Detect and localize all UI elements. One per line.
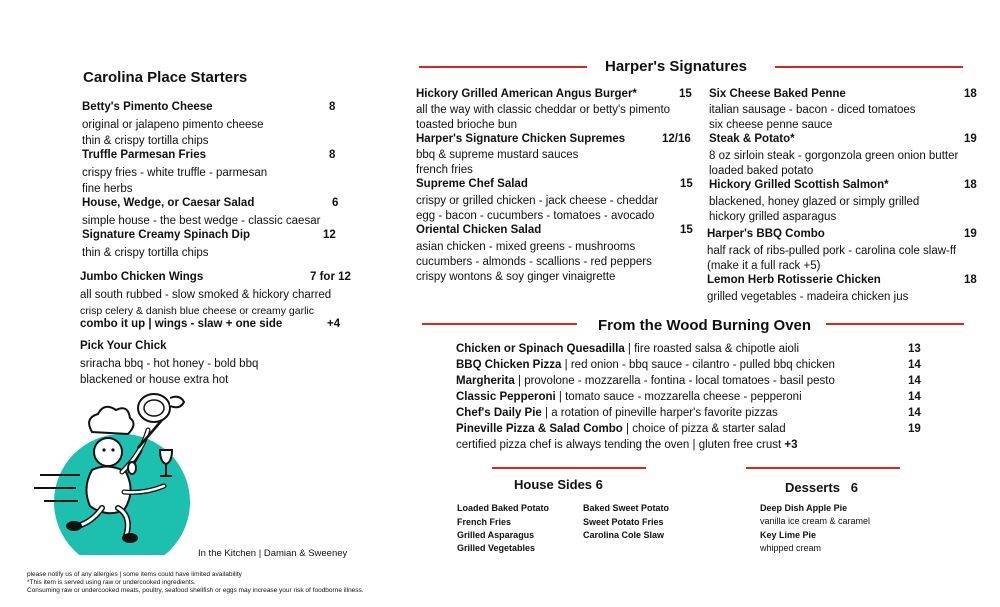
item-desc: crisp celery & danish blue cheese or creamy garlic <box>80 305 315 317</box>
oven-item <box>456 423 786 435</box>
item-desc: cucumbers - almonds - scallions - red peppers <box>416 256 652 268</box>
dessert-name: Deep Dish Apple Pie <box>760 503 848 513</box>
divider-rule <box>826 323 964 325</box>
item-price: 19 <box>964 228 977 240</box>
item-desc: french fries <box>416 164 473 176</box>
item-name: Truffle Parmesan Fries <box>82 149 206 161</box>
item-name: Margherita <box>456 375 515 387</box>
item-desc: six cheese penne sauce <box>709 119 833 131</box>
item-name: Hickory Grilled American Angus Burger* <box>416 88 637 100</box>
item-desc: thin & crispy tortilla chips <box>82 135 209 147</box>
oven-title: From the Wood Burning Oven <box>598 317 812 334</box>
item-price: 12 <box>323 229 336 241</box>
item-price: 8 <box>329 149 336 161</box>
item-price: 6 <box>332 197 339 209</box>
divider-rule <box>422 323 577 325</box>
item-desc: (make it a full rack +5) <box>707 260 821 272</box>
item-desc: 8 oz sirloin steak - gorgonzola green onion butter <box>709 150 959 162</box>
sides-title: House Sides 6 <box>514 477 603 492</box>
separator: | <box>624 343 635 355</box>
item-name: Six Cheese Baked Penne <box>709 88 846 100</box>
item-price: 14 <box>908 391 921 403</box>
oven-note <box>456 439 798 451</box>
item-desc: provolone - mozzarella - fontina - local tomatoes - basil pesto <box>524 375 835 387</box>
side-item: Carolina Cole Slaw <box>583 530 665 540</box>
item-name: Steak & Potato* <box>709 133 795 145</box>
side-item: Grilled Asparagus <box>457 530 535 540</box>
item-name: Chicken or Spinach Quesadilla <box>456 343 625 355</box>
oven-item <box>456 343 799 355</box>
item-name: Hickory Grilled Scottish Salmon* <box>709 179 889 191</box>
separator: | <box>561 359 571 371</box>
note-price: +3 <box>784 439 798 451</box>
item-desc: hickory grilled asparagus <box>709 211 837 223</box>
oven-item <box>456 391 802 403</box>
starters-title: Carolina Place Starters <box>83 69 248 86</box>
item-price: 19 <box>964 133 977 145</box>
item-desc: choice of pizza & starter salad <box>632 423 786 435</box>
dessert-desc: whipped cream <box>760 543 822 553</box>
combo-price: +4 <box>327 318 341 330</box>
oven-item <box>456 407 778 419</box>
item-price: 8 <box>329 101 336 113</box>
divider-rule <box>775 66 963 68</box>
signatures-title: Harper's Signatures <box>605 58 747 75</box>
item-desc: loaded baked potato <box>709 165 814 177</box>
item-desc: tomato sauce - mozzarella cheese - pepperoni <box>565 391 802 403</box>
item-desc: bbq & supreme mustard sauces <box>416 149 579 161</box>
item-price: 15 <box>679 88 692 100</box>
item-name: Classic Pepperoni <box>456 391 556 403</box>
item-price: 14 <box>908 359 921 371</box>
item-desc: sriracha bbq - hot honey - bold bbq <box>80 358 259 370</box>
combo-line: combo it up | wings - slaw + one side <box>80 318 283 330</box>
divider-rule <box>492 467 646 469</box>
item-name: Harper's BBQ Combo <box>707 228 825 240</box>
footnote: *This item is served using raw or undercooked ingredients. <box>27 579 196 586</box>
dessert-name: Key Lime Pie <box>760 530 817 540</box>
item-name: House, Wedge, or Caesar Salad <box>82 197 255 209</box>
separator: | <box>622 423 633 435</box>
item-name: Supreme Chef Salad <box>416 178 528 190</box>
item-price: 13 <box>908 343 921 355</box>
item-price: 14 <box>908 375 921 387</box>
item-desc: red onion - bbq sauce - cilantro - pulled bbq chicken <box>570 359 835 371</box>
kitchen-credit: In the Kitchen | Damian & Sweeney <box>198 548 348 559</box>
item-name: Harper's Signature Chicken Supremes <box>416 133 626 145</box>
divider-rule <box>419 66 587 68</box>
side-item: Baked Sweet Potato <box>583 503 670 513</box>
footnote: Consuming raw or undercooked meats, poultry, seafood shellfish or eggs may increase your risk of foodborne illness. <box>27 587 364 594</box>
item-name: Chef's Daily Pie <box>456 407 542 419</box>
item-desc: blackened, honey glazed or simply grilled <box>709 196 920 208</box>
item-price: 19 <box>908 423 921 435</box>
side-item: Loaded Baked Potato <box>457 503 550 513</box>
item-name: BBQ Chicken Pizza <box>456 359 562 371</box>
item-name: Lemon Herb Rotisserie Chicken <box>707 274 881 286</box>
oven-item <box>456 359 835 371</box>
dessert-desc: vanilla ice cream & caramel <box>760 516 871 526</box>
item-desc: thin & crispy tortilla chips <box>82 247 209 259</box>
item-price: 12/16 <box>662 133 691 145</box>
item-desc: toasted brioche bun <box>416 119 518 131</box>
item-desc: all the way with classic cheddar or betty's pimento <box>416 104 671 116</box>
separator: | <box>541 407 552 419</box>
chef-illustration-icon <box>30 380 200 555</box>
item-desc: simple house - the best wedge - classic caesar <box>82 215 321 227</box>
item-price: 7 for 12 <box>310 271 351 283</box>
separator: | <box>514 375 525 387</box>
note-text: certified pizza chef is always tending the oven | gluten free crust <box>456 439 782 451</box>
item-price: 18 <box>964 179 977 191</box>
item-desc: crispy fries - white truffle - parmesan <box>82 167 268 179</box>
item-price: 18 <box>964 88 977 100</box>
item-name: Pineville Pizza & Salad Combo <box>456 423 623 435</box>
separator: | <box>555 391 566 403</box>
item-name: Jumbo Chicken Wings <box>80 271 204 283</box>
item-desc: crispy wontons & soy ginger vinaigrette <box>416 271 616 283</box>
item-price: 14 <box>908 407 921 419</box>
side-item: Grilled Vegetables <box>457 543 536 553</box>
oven-item <box>456 375 835 387</box>
item-price: 18 <box>964 274 977 286</box>
item-price: 15 <box>680 178 693 190</box>
desserts-title: Desserts 6 <box>785 480 858 495</box>
item-desc: fire roasted salsa & chipotle aioli <box>634 343 800 355</box>
item-name: Pick Your Chick <box>80 340 167 352</box>
item-desc: fine herbs <box>82 183 133 195</box>
item-desc: original or jalapeno pimento cheese <box>82 119 264 131</box>
item-desc: egg - bacon - cucumbers - tomatoes - avocado <box>416 210 655 222</box>
item-desc: all south rubbed - slow smoked & hickory charred <box>80 289 332 301</box>
item-desc: a rotation of pineville harper's favorite pizzas <box>551 407 778 419</box>
item-name: Oriental Chicken Salad <box>416 224 542 236</box>
item-name: Betty's Pimento Cheese <box>82 101 213 113</box>
item-desc: blackened or house extra hot <box>80 374 229 386</box>
item-desc: asian chicken - mixed greens - mushrooms <box>416 241 636 253</box>
item-price: 15 <box>680 224 693 236</box>
item-desc: grilled vegetables - madeira chicken jus <box>707 291 909 303</box>
item-name: Signature Creamy Spinach Dip <box>82 229 251 241</box>
divider-rule <box>746 467 900 469</box>
item-desc: italian sausage - bacon - diced tomatoes <box>709 104 916 116</box>
item-desc: half rack of ribs-pulled pork - carolina cole slaw-ff <box>707 245 957 257</box>
side-item: Sweet Potato Fries <box>583 517 664 527</box>
side-item: French Fries <box>457 517 512 527</box>
footnote: please notify us of any allergies | some items could have limited availability <box>27 571 242 578</box>
item-desc: crispy or grilled chicken - jack cheese - cheddar <box>416 195 659 207</box>
